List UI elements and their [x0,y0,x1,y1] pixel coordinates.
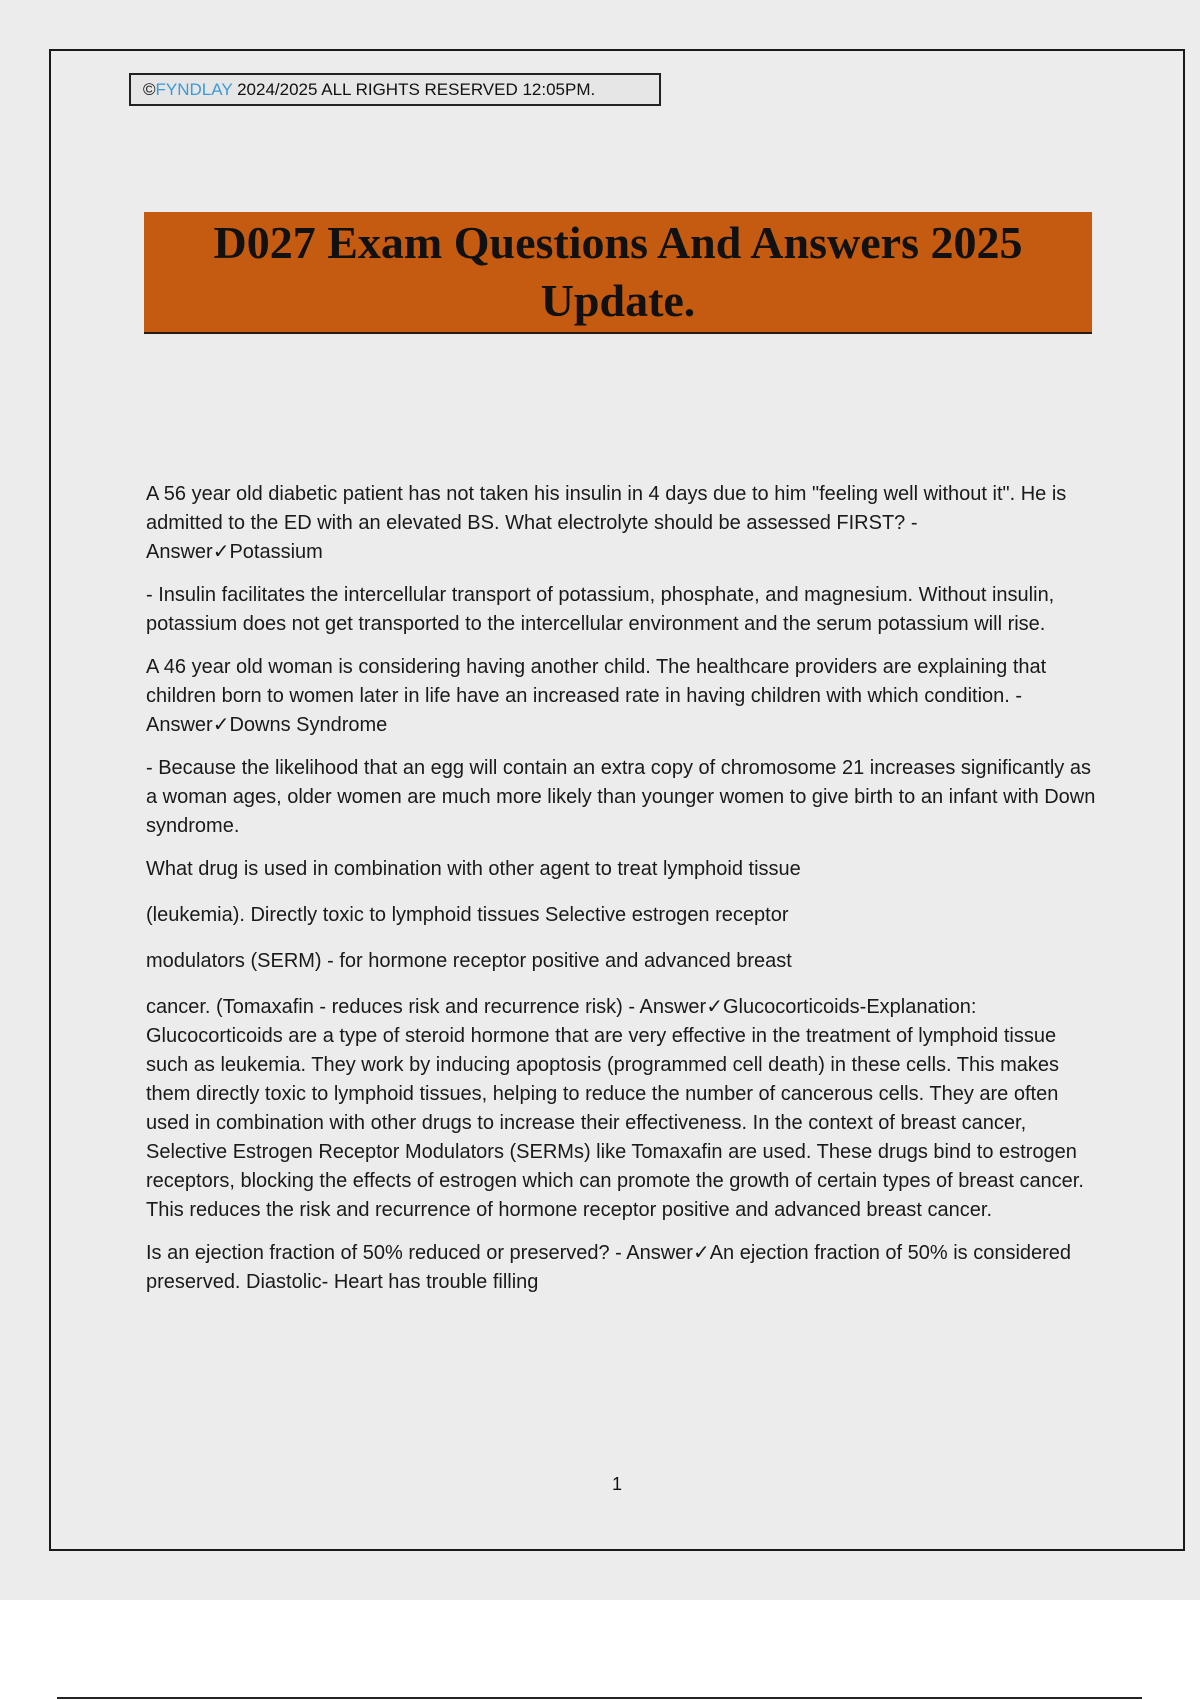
bottom-divider [57,1697,1142,1699]
explanation-potassium: - Insulin facilitates the intercellular transport of potassium, phosphate, and magnesium. Without insulin, potassium does not get transported to the intercellular environment and the serum potassium will rise. [146,584,1055,635]
question-lymphoid-line-1: What drug is used in combination with other agent to treat lymphoid tissue [146,858,801,880]
question-lymphoid-line-2: (leukemia). Directly toxic to lymphoid tissues Selective estrogen receptor [146,904,789,926]
document-title [168,214,1068,330]
title-banner [144,212,1092,334]
copyright-symbol: © [143,80,156,99]
copyright-header [129,73,661,106]
question-lymphoid-line-3: modulators (SERM) - for hormone receptor positive and advanced breast [146,950,792,972]
question-downs-syndrome: A 46 year old woman is considering having another child. The healthcare providers are explaining that children born to women later in life have an increased rate in having children with which condition. - Answer✓Downs Syndrome [146,656,1047,736]
question-potassium: A 56 year old diabetic patient has not taken his insulin in 4 days due to him "feeling well without it". He is admitted to the ED with an elevated BS. What electrolyte should be assessed FIRST? - Answer✓Potassium [146,483,1067,563]
title-line-2: Update. [540,275,696,326]
copyright-text: 2024/2025 ALL RIGHTS RESERVED 12:05PM. [232,80,596,99]
explanation-downs-syndrome: - Because the likelihood that an egg will contain an extra copy of chromosome 21 increases significantly as a woman ages, older women are much more likely than younger women to give birth to an infant with Down syndrome. [146,757,1096,837]
answer-glucocorticoids: cancer. (Tomaxafin - reduces risk and recurrence risk) - Answer✓Glucocorticoids-Explanation: Glucocorticoids are a type of steroid hormone that are very effective in the treatment of lymphoid tissue such as leukemia. They work by inducing apoptosis (programmed cell death) in these cells. This makes them directly toxic to lymphoid tissues, helping to reduce the number of cancerous cells. They are often used in combination with other drugs to increase their effectiveness. In the context of breast cancer, Selective Estrogen Receptor Modulators (SERMs) like Tomaxafin are used. These drugs bind to estrogen receptors, blocking the effects of estrogen which can promote the growth of certain types of breast cancer. This reduces the risk and recurrence of hormone receptor positive and advanced breast cancer. [146,996,1084,1221]
document-body [146,480,1096,1311]
title-line-1: D027 Exam Questions And Answers 2025 [213,217,1023,268]
brand-name: FYNDLAY [155,80,233,99]
question-ejection-fraction: Is an ejection fraction of 50% reduced or preserved? - Answer✓An ejection fraction of 50% is considered preserved. Diastolic- Heart has trouble filling [146,1242,1072,1293]
page-number: 1 [611,1474,622,1494]
